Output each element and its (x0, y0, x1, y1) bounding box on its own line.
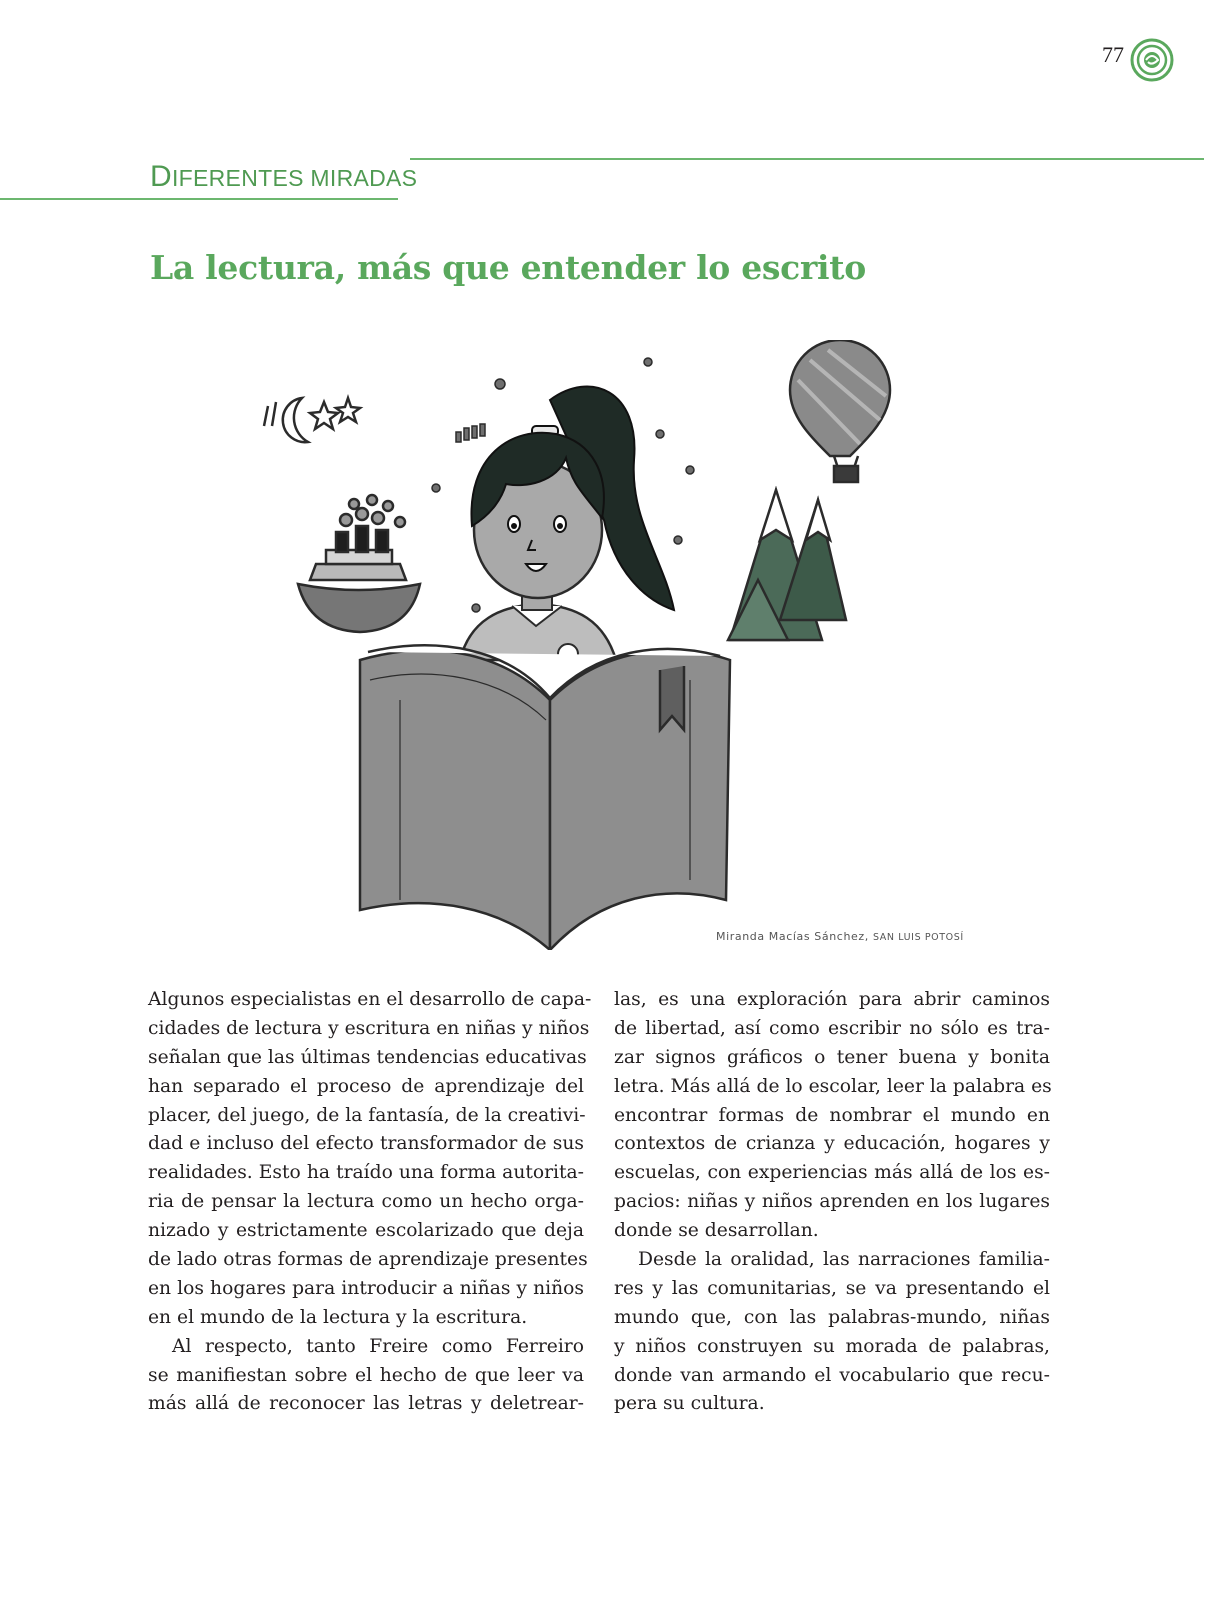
body-line: en los hogares para introducir a niñas y niños (148, 1277, 584, 1299)
body-line: nizado y estrictamente escolarizado que deja (148, 1220, 584, 1242)
body-line: Algunos especialistas en el desarrollo de capa- (148, 989, 592, 1010)
body-line: mundo que, con las palabras-mundo, niñas (614, 1306, 1050, 1328)
body-column-left (148, 986, 592, 1419)
body-line: pera su cultura. (614, 1393, 765, 1415)
section-label-initial: D (150, 160, 172, 193)
body-line: donde se desarrollan. (614, 1220, 819, 1242)
ship-icon (298, 495, 420, 632)
body-line: cidades de lectura y escritura en niñas y niños (148, 1017, 590, 1039)
body-line: se manifiestan sobre el hecho de que leer va (148, 1364, 584, 1386)
section-label-underline (0, 198, 398, 200)
body-line: en el mundo de la lectura y la escritura. (148, 1306, 528, 1328)
body-line: placer, del juego, de la fantasía, de la creativi- (148, 1104, 586, 1126)
page-number: 77 (1102, 42, 1124, 67)
body-line: realidades. Esto ha traído una forma autorita- (148, 1162, 584, 1184)
girl-figure (460, 387, 674, 665)
section-label-rest: IFERENTES MIRADAS (171, 165, 418, 191)
body-line: res y las comunitarias, se va presentando el (614, 1277, 1050, 1299)
body-line: zar signos gráficos o tener buena y bonita (614, 1046, 1050, 1068)
body-line: encontrar formas de nombrar el mundo en (614, 1104, 1050, 1126)
green-spiral-logo-icon (1130, 38, 1174, 82)
body-line: las, es una exploración para abrir caminos (614, 989, 1050, 1010)
mountains-icon (728, 490, 846, 640)
body-line: dad e incluso del efecto transformador de sus (148, 1133, 584, 1155)
section-label (150, 160, 417, 194)
moon-stars-icon (264, 398, 360, 442)
article-title: La lectura, más que entender lo escrito (150, 248, 866, 287)
body-line: Desde la oralidad, las narraciones familia- (638, 1249, 1050, 1271)
body-line: de libertad, así como escribir no sólo es tra- (614, 1017, 1050, 1039)
body-line: más allá de reconocer las letras y deletrear- (148, 1393, 584, 1415)
body-column-right (614, 986, 1050, 1419)
body-line: pacios: niñas y niños aprenden en los lugares (614, 1191, 1050, 1213)
body-line: donde van armando el vocabulario que recu- (614, 1364, 1050, 1386)
open-book-icon (360, 645, 730, 950)
body-line: contextos de crianza y educación, hogares y (614, 1133, 1050, 1155)
illustration-credit (716, 930, 964, 943)
girl-reading-book-illustration (250, 340, 950, 950)
credit-author: Miranda Macías Sánchez, (716, 930, 869, 943)
body-line: ria de pensar la lectura como un hecho orga- (148, 1191, 584, 1213)
body-line: señalan que las últimas tendencias educativas (148, 1046, 587, 1068)
body-line: escuelas, con experiencias más allá de los es- (614, 1162, 1050, 1184)
body-line: letra. Más allá de lo escolar, leer la palabra es (614, 1075, 1052, 1097)
header-rule-right (410, 158, 1204, 160)
hot-air-balloon-icon (790, 340, 890, 482)
body-line: Al respecto, tanto Freire como Ferreiro (172, 1335, 584, 1357)
body-line: de lado otras formas de aprendizaje presentes (148, 1249, 588, 1271)
credit-place: SAN LUIS POTOSÍ (872, 932, 964, 943)
body-line: han separado el proceso de aprendizaje del (148, 1075, 584, 1097)
body-line: y niños construyen su morada de palabras, (614, 1335, 1050, 1357)
